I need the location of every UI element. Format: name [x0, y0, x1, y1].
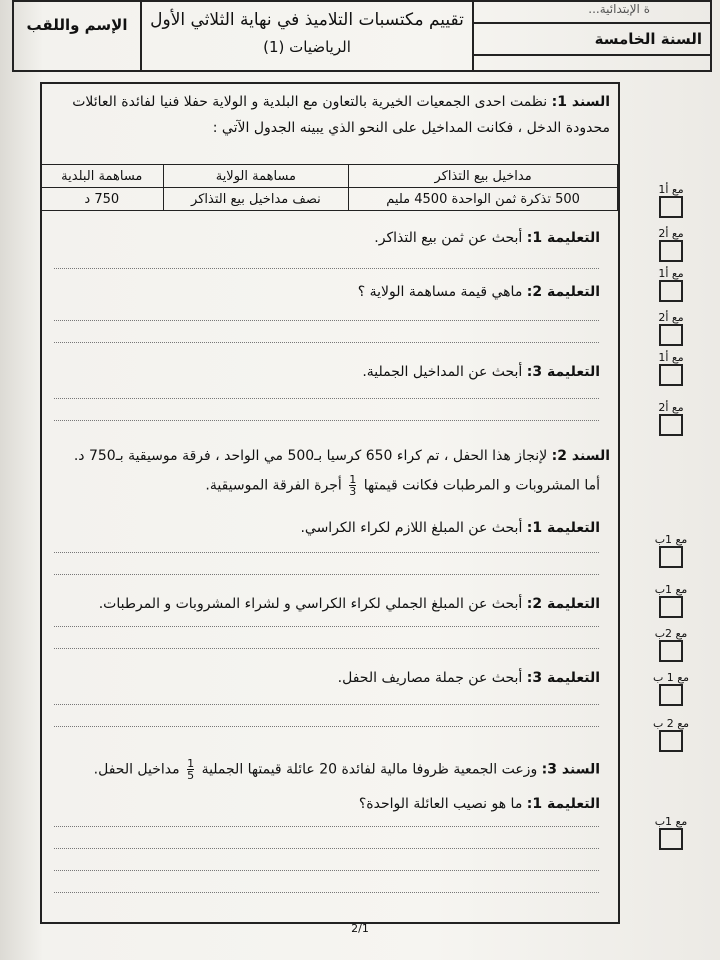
answer-line[interactable]: [54, 320, 599, 321]
answer-line[interactable]: [54, 726, 599, 727]
income-table: [40, 164, 618, 211]
criterion-box[interactable]: مع أ1: [636, 268, 706, 302]
subject-title: الرياضيات (1): [263, 38, 351, 56]
answer-line[interactable]: [54, 826, 599, 827]
answer-line[interactable]: [54, 704, 599, 705]
s1-question-2: التعليمة 2: ماهي قيمة مساهمة الولاية ؟: [357, 284, 600, 300]
answer-line[interactable]: [54, 848, 599, 849]
answer-line[interactable]: [54, 870, 599, 871]
s3-question-1: التعليمة 1: ما هو نصيب العائلة الواحدة؟: [358, 796, 600, 812]
criterion-box[interactable]: مع أ1: [636, 184, 706, 218]
table-header-cell: مساهمة البلدية: [41, 165, 164, 188]
criterion-box[interactable]: مع أ2: [636, 228, 706, 262]
answer-line[interactable]: [54, 626, 599, 627]
table-cell: نصف مداخيل بيع التذاكر: [163, 188, 349, 211]
s1-question-3: التعليمة 3: أبحث عن المداخيل الجملية.: [362, 364, 600, 380]
answer-line[interactable]: [54, 342, 599, 343]
header-title-cell: [142, 2, 474, 70]
s2-question-3: التعليمة 3: أبحث عن جملة مصاريف الحفل.: [337, 670, 600, 686]
table-header-cell: مساهمة الولاية: [163, 165, 349, 188]
s1-question-1: التعليمة 1: أبحث عن ثمن بيع التذاكر.: [374, 230, 600, 246]
criterion-box[interactable]: مع 1ب: [636, 816, 706, 850]
table-cell: 750 د: [41, 188, 164, 211]
answer-line[interactable]: [54, 268, 599, 269]
criterion-box[interactable]: مع 2ب: [636, 628, 706, 662]
criterion-box[interactable]: مع أ1: [636, 352, 706, 386]
answer-line[interactable]: [54, 398, 599, 399]
answer-line[interactable]: [54, 552, 599, 553]
fraction-one-third: $\frac{1}{3}$: [349, 473, 357, 498]
answer-line[interactable]: [54, 892, 599, 893]
criterion-box[interactable]: مع 1ب: [636, 534, 706, 568]
table-cell: 500 تذكرة ثمن الواحدة 4500 مليم: [349, 188, 618, 211]
answer-line[interactable]: [54, 648, 599, 649]
criterion-box[interactable]: مع 2 ب: [636, 718, 706, 752]
s1-intro-line2: محدودة الدخل ، فكانت المداخيل على النحو الذي يبينه الجدول الآتي :: [212, 120, 610, 136]
s2-line2: أما المشروبات و المرطبات فكانت قيمتها $\frac{1}{3}$ أجرة الفرقة الموسيقية.: [205, 473, 600, 498]
criterion-box[interactable]: مع أ2: [636, 402, 706, 436]
s2-question-2: التعليمة 2: أبحث عن المبلغ الجملي لكراء الكراسي و لشراء المشروبات و المرطبات.: [98, 596, 600, 612]
table-header-cell: مداخيل بيع التذاكر: [349, 165, 618, 188]
table-header-row: [41, 165, 618, 188]
table-row: [41, 188, 618, 211]
criterion-box[interactable]: مع 1 ب: [636, 672, 706, 706]
s3-line1: السند 3: وزعت الجمعية ظروفا مالية لفائدة 20 عائلة قيمتها الجملية $\frac{1}{5}$ مداخيل الحفل.: [93, 757, 600, 782]
fraction-one-fifth: $\frac{1}{5}$: [187, 757, 195, 782]
s1-intro-line1: السند 1: نظمت احدى الجمعيات الخيرية بالتعاون مع البلدية و الولاية حفلا فنيا لفائدة العائلات: [72, 94, 610, 110]
criterion-box[interactable]: مع 1ب: [636, 584, 706, 618]
s2-line1: السند 2: لإنجاز هذا الحفل ، تم كراء 650 كرسيا بـ500 مي الواحد ، فرقة موسيقية بـ750 د.: [73, 448, 610, 464]
criterion-box[interactable]: مع أ2: [636, 312, 706, 346]
exam-title: تقييم مكتسبات التلاميذ في نهاية الثلاثي الأول: [150, 10, 464, 30]
header-school-cell: [474, 2, 710, 70]
school-name: ...ة الإبتدائية: [474, 2, 710, 24]
s2-question-1: التعليمة 1: أبحث عن المبلغ اللازم لكراء الكراسي.: [300, 520, 600, 536]
name-label: الإسم واللقب: [14, 2, 142, 70]
grade-label: السنة الخامسة: [474, 24, 710, 56]
answer-line[interactable]: [54, 420, 599, 421]
answer-line[interactable]: [54, 574, 599, 575]
header-box: [12, 0, 712, 72]
page-number: 2/1: [351, 922, 369, 935]
